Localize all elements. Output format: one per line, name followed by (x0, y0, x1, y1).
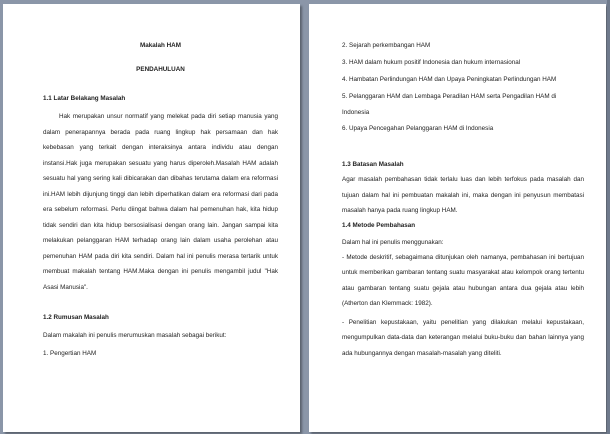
method-literature: - Penelitian kepustakaan, yaitu penelitian yang dilakukan melalui kepustakaan, mengumpulkan data-data dan keterangan melalui buku-buku dan bahan lainnya yang ada hubungannya dengan masalah-masalah yang diteliti. (342, 318, 584, 357)
section-heading-1-1: 1.1 Latar Belakang Masalah (43, 95, 126, 102)
document-page-2 (309, 4, 606, 432)
method-intro: Dalam hal ini penulis menggunakan: (342, 238, 444, 246)
problem-intro: Dalam makalah ini penulis merumuskan masalah sebagai berikut: (43, 332, 227, 339)
chapter-heading: PENDAHULUAN (136, 66, 185, 73)
document-page-1 (3, 4, 300, 432)
list-item: 4. Hambatan Perlindungan HAM dan Upaya Peningkatan Perlindungan HAM (342, 76, 557, 83)
method-descriptive: - Metode deskritif, sebagaimana ditunjukan oleh namanya, pembahasan ini bertujuan untuk memberikan gambaran tentang suatu masyarakat atau kelompok orang tertentu atau gambaran tentang suatu gejala atau hubungan antara dua gejala atau lebih (Atherton dan Klemmack: 1982). (342, 253, 584, 307)
section-heading-1-3: 1.3 Batasan Masalah (342, 161, 404, 168)
list-item: 1. Pengertian HAM (43, 350, 97, 357)
list-item: 6. Upaya Pencegahan Pelanggaran HAM di Indonesia (342, 125, 494, 132)
section-heading-1-4: 1.4 Metode Pembahasan (342, 221, 416, 229)
section-heading-1-2: 1.2 Rumusan Masalah (43, 314, 109, 321)
document-title: Makalah HAM (140, 42, 181, 49)
list-item: 5. Pelanggaran HAM dan Lembaga Peradilan HAM serta Pengadilan HAM di Indonesia (342, 93, 557, 116)
list-item: 3. HAM dalam hukum positif Indonesia dan hukum internasional (342, 59, 521, 66)
scope-paragraph: Agar masalah pembahasan tidak terlalu luas dan lebih terfokus pada masalah dan tujuan dalam hal ini pembuatan makalah ini, maka dengan ini penyusun membatasi masalah hanya pada ruang lingkup HAM. (342, 176, 584, 214)
background-paragraph: Hak merupakan unsur normatif yang melekat pada diri setiap manusia yang dalam penerapannya berada pada ruang lingkup hak persamaan dan hak kebebasan yang terkait dengan interaksinya antara individu atau dengan instansi.Hak juga merupakan sesuatu yang harus diperoleh.Masalah HAM adalah sesuatu hal yang sering kali dibicarakan dan dibahas terutama dalam era reformasi ini.HAM lebih dijunjung tinggi dan lebih diperhatikan dalam era reformasi dari pada era sebelum reformasi. Perlu diingat bahwa dalam hal pemenuhan hak, kita hidup tidak sendiri dan kita hidup bersosialisasi dengan orang lain. Jangan sampai kita melakukan pelanggaran HAM terhadap orang lain dalam usaha perolehan atau pemenuhan HAM pada diri kita sendiri. Dalam hal ini penulis merasa tertarik untuk membuat makalah tentang HAM.Maka dengan ini penulis mengambil judul "Hak Asasi Manusia". (43, 113, 278, 291)
list-item: 2. Sejarah perkembangan HAM (342, 42, 431, 49)
